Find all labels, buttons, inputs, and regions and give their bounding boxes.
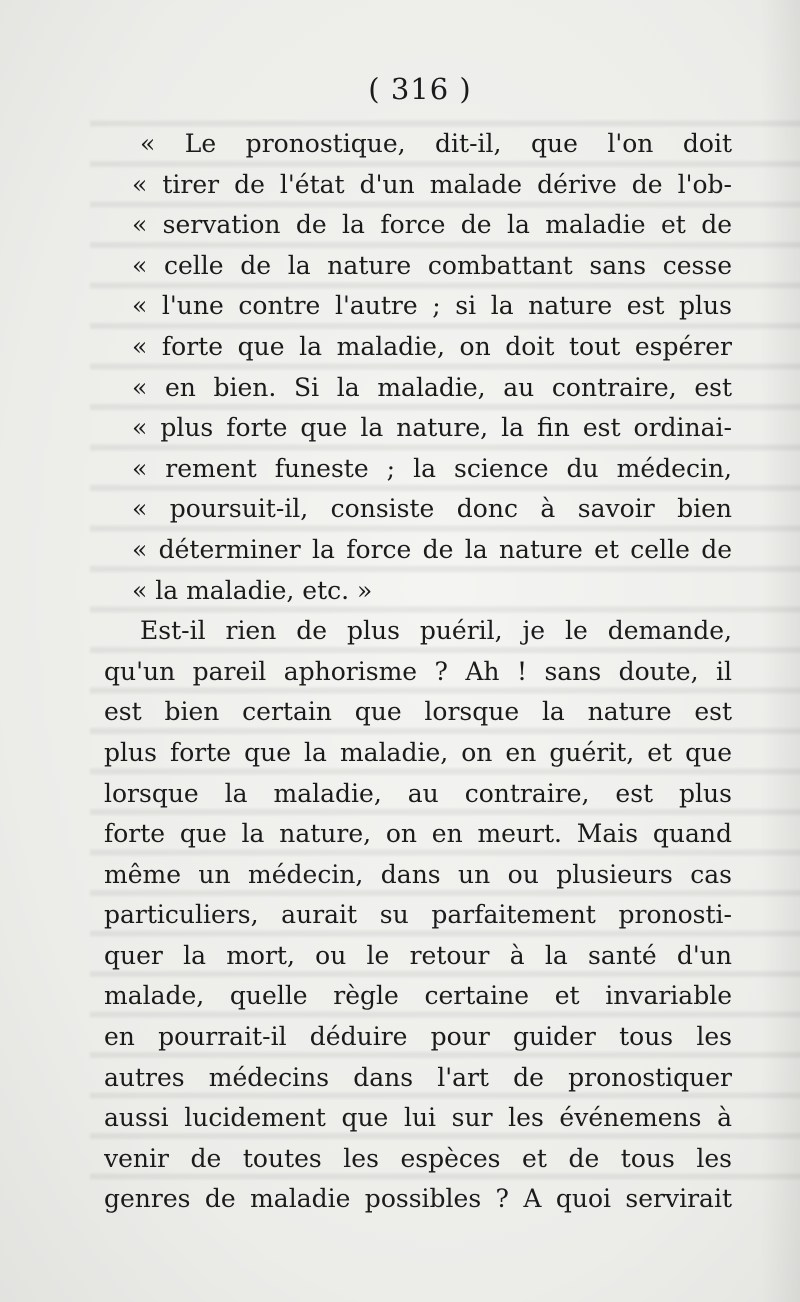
text-line: « celle de la nature combattant sans cesse: [132, 250, 732, 280]
body-text: [104, 124, 732, 1220]
text-line: malade, quelle règle certaine et invariable: [104, 981, 732, 1011]
text-line: « plus forte que la nature, la fin est ordinai-: [132, 413, 732, 443]
text-line: Est-il rien de plus puéril, je le demande,: [140, 616, 732, 646]
text-line: quer la mort, ou le retour à la santé d'un: [104, 940, 732, 970]
text-line: même un médecin, dans un ou plusieurs cas: [104, 859, 732, 889]
text-line: « servation de la force de la maladie et de: [132, 210, 732, 240]
text-line: aussi lucidement que lui sur les événemens à: [104, 1103, 732, 1133]
text-line: « poursuit-il, consiste donc à savoir bien: [132, 494, 732, 524]
text-line: « tirer de l'état d'un malade dérive de l'ob-: [132, 169, 732, 199]
text-line: plus forte que la maladie, on en guérit, et que: [104, 737, 732, 767]
text-line: « Le pronostique, dit-il, que l'on doit: [140, 129, 732, 158]
text-line: « forte que la maladie, on doit tout espérer: [132, 331, 732, 361]
text-line: venir de toutes les espèces et de tous les: [104, 1143, 732, 1173]
text-line: autres médecins dans l'art de pronostiquer: [104, 1062, 732, 1092]
text-line: est bien certain que lorsque la nature est: [104, 697, 732, 727]
text-line: « la maladie, etc. »: [132, 575, 373, 605]
text-line: lorsque la maladie, au contraire, est plus: [104, 778, 732, 808]
text-line: « rement funeste ; la science du médecin,: [132, 453, 732, 483]
page-number: ( 316 ): [368, 72, 472, 106]
text-line: « en bien. Si la maladie, au contraire, est: [132, 372, 732, 402]
text-line: particuliers, aurait su parfaitement pronosti-: [104, 900, 732, 930]
text-line: en pourrait-il déduire pour guider tous les: [104, 1022, 732, 1052]
text-line: forte que la nature, on en meurt. Mais quand: [104, 819, 732, 849]
page-edge-shadow: [760, 0, 800, 1302]
text-line: « l'une contre l'autre ; si la nature est plus: [132, 291, 732, 321]
text-line: « déterminer la force de la nature et celle de: [132, 534, 732, 564]
text-line: qu'un pareil aphorisme ? Ah ! sans doute, il: [104, 656, 732, 686]
text-line: genres de maladie possibles ? A quoi servirait: [104, 1184, 732, 1214]
